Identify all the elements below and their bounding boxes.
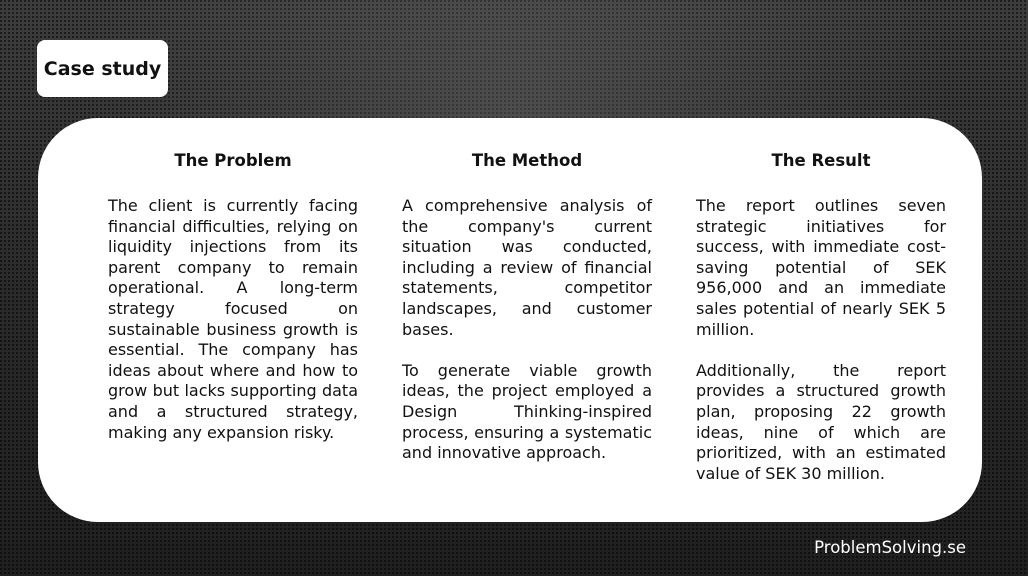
result-paragraph-1: The report outlines seven strategic initiatives for success, with immediate cost-saving potential of SEK 956,000 and an immediate sales potential of nearly SEK 5 million. [696, 196, 946, 339]
footer-brand: ProblemSolving.se [814, 538, 966, 557]
problem-paragraph-1: The client is currently facing financial difficulties, relying on liquidity injections from its parent company to remain operational. A long-term strategy focused on sustainable business growth is essential. The company has ideas about where and how to grow but lacks supporting data and a structured strategy, making any expansion risky. [108, 196, 358, 442]
problem-title: The Problem [174, 151, 292, 170]
method-body [402, 196, 652, 484]
case-study-label [37, 40, 168, 97]
method-title: The Method [471, 151, 583, 170]
problem-body [108, 196, 358, 464]
content-card [38, 118, 982, 522]
method-paragraph-2: To generate viable growth ideas, the project employed a Design Thinking-inspired process, ensuring a systematic and innovative approach. [402, 360, 652, 463]
case-study-label-text: Case study [43, 57, 162, 80]
method-paragraph-1: A comprehensive analysis of the company's current situation was conducted, including a review of financial statements, competitor landscapes, and customer bases. [402, 196, 652, 339]
result-title: The Result [771, 151, 871, 170]
result-body [696, 196, 946, 505]
result-paragraph-2: Additionally, the report provides a structured growth plan, proposing 22 growth ideas, nine of which are prioritized, with an estimated value of SEK 30 million. [696, 360, 946, 483]
